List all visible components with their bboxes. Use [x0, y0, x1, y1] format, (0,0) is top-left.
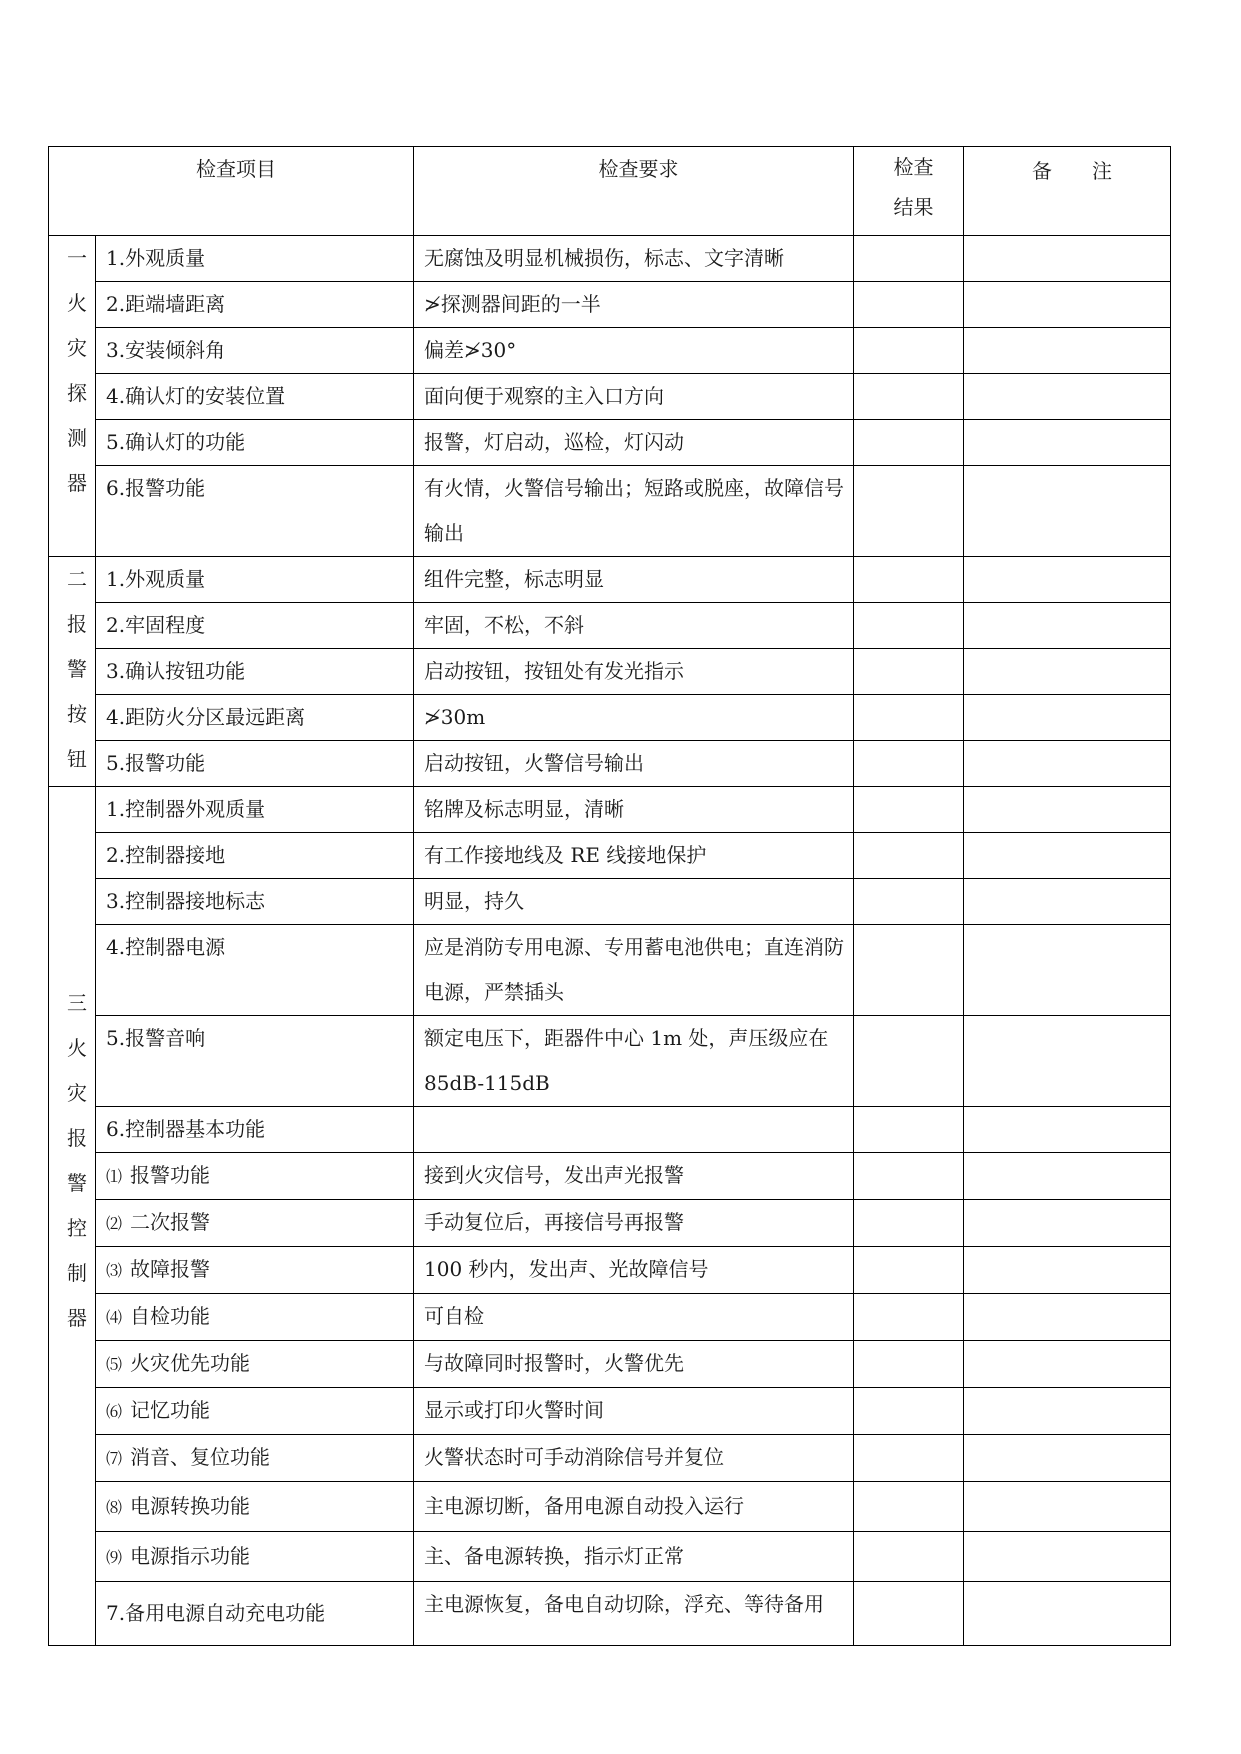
category-detector	[49, 236, 96, 557]
item-cell	[96, 1532, 414, 1582]
item-cell: 5.报警功能	[96, 741, 414, 787]
item-cell: 1.外观质量	[96, 236, 414, 282]
table-row	[49, 1482, 1171, 1532]
requirement-cell: 牢固，不松，不斜	[414, 603, 854, 649]
table-row	[49, 374, 1171, 420]
remark-cell	[964, 1582, 1171, 1646]
item-cell: 2.距端墙距离	[96, 282, 414, 328]
item-cell: 1.控制器外观质量	[96, 787, 414, 833]
item-label: 故障报警	[130, 1257, 211, 1281]
table-row	[49, 1153, 1171, 1200]
requirement-cell: 面向便于观察的主入口方向	[414, 374, 854, 420]
header-item: 检查项目	[49, 147, 414, 236]
requirement-cell: ≯30m	[414, 695, 854, 741]
requirement-cell	[414, 1107, 854, 1153]
category-char: 器	[67, 471, 87, 495]
item-cell: 6.控制器基本功能	[96, 1107, 414, 1153]
item-cell	[96, 1247, 414, 1294]
item-cell	[96, 1200, 414, 1247]
remark-cell	[964, 374, 1171, 420]
category-char: 火	[67, 291, 87, 315]
item-cell	[96, 1435, 414, 1482]
result-cell	[854, 1532, 964, 1582]
requirement-cell: 接到火灾信号，发出声光报警	[414, 1153, 854, 1200]
remark-cell	[964, 1341, 1171, 1388]
category-char: 火	[67, 1036, 87, 1060]
category-char: 灾	[67, 336, 87, 360]
item-cell: 6.报警功能	[96, 466, 414, 557]
item-number: ⑹	[106, 1402, 123, 1421]
remark-cell	[964, 603, 1171, 649]
category-char: 器	[67, 1306, 87, 1330]
requirement-cell: 有火情，火警信号输出；短路或脱座，故障信号输出	[414, 466, 854, 557]
remark-cell	[964, 1107, 1171, 1153]
requirement-cell: 组件完整，标志明显	[414, 557, 854, 603]
result-cell	[854, 282, 964, 328]
remark-cell	[964, 649, 1171, 695]
requirement-cell: 主电源切断，备用电源自动投入运行	[414, 1482, 854, 1532]
remark-cell	[964, 1388, 1171, 1435]
item-cell: 2.控制器接地	[96, 833, 414, 879]
table-row	[49, 1341, 1171, 1388]
requirement-cell: 额定电压下，距器件中心 1m 处，声压级应在 85dB-115dB	[414, 1016, 854, 1107]
item-cell: 7.备用电源自动充电功能	[96, 1582, 414, 1646]
category-char: 按	[67, 702, 87, 726]
remark-cell	[964, 1153, 1171, 1200]
remark-cell	[964, 1294, 1171, 1341]
category-char: 灾	[67, 1081, 87, 1105]
table-row	[49, 557, 1171, 603]
header-remark: 备 注	[964, 147, 1171, 236]
result-cell	[854, 649, 964, 695]
result-cell	[854, 557, 964, 603]
remark-cell	[964, 282, 1171, 328]
item-label: 报警功能	[130, 1163, 211, 1187]
table-row	[49, 420, 1171, 466]
result-cell	[854, 328, 964, 374]
result-cell	[854, 1294, 964, 1341]
item-cell: 3.控制器接地标志	[96, 879, 414, 925]
requirement-cell: 偏差≯30°	[414, 328, 854, 374]
result-cell	[854, 695, 964, 741]
table-row	[49, 1435, 1171, 1482]
result-cell	[854, 420, 964, 466]
result-cell	[854, 236, 964, 282]
remark-cell	[964, 695, 1171, 741]
table-row	[49, 282, 1171, 328]
item-label: 二次报警	[130, 1210, 211, 1234]
item-number: ⑷	[106, 1308, 123, 1327]
remark-cell	[964, 879, 1171, 925]
category-alarm-button	[49, 557, 96, 787]
category-char: 报	[67, 612, 87, 636]
requirement-cell: 报警，灯启动，巡检，灯闪动	[414, 420, 854, 466]
item-cell: 4.距防火分区最远距离	[96, 695, 414, 741]
result-cell	[854, 1200, 964, 1247]
item-label: 消音、复位功能	[130, 1445, 271, 1469]
item-cell: 4.控制器电源	[96, 925, 414, 1016]
item-label: 电源转换功能	[130, 1493, 251, 1518]
category-spacer	[59, 1341, 95, 1451]
category-char: 报	[67, 1126, 87, 1150]
item-label: 记忆功能	[130, 1398, 211, 1422]
table-row	[49, 603, 1171, 649]
requirement-cell: 启动按钮，火警信号输出	[414, 741, 854, 787]
item-cell: 5.确认灯的功能	[96, 420, 414, 466]
item-cell: 3.安装倾斜角	[96, 328, 414, 374]
category-char: 三	[67, 991, 87, 1015]
item-number: ⑵	[106, 1214, 123, 1233]
result-cell	[854, 925, 964, 1016]
requirement-cell: 主、备电源转换，指示灯正常	[414, 1532, 854, 1582]
item-cell: 4.确认灯的安装位置	[96, 374, 414, 420]
remark-cell	[964, 466, 1171, 557]
remark-cell	[964, 1200, 1171, 1247]
category-char: 探	[67, 381, 87, 405]
table-row	[49, 879, 1171, 925]
remark-cell	[964, 925, 1171, 1016]
table-row	[49, 1532, 1171, 1582]
requirement-cell: 手动复位后，再接信号再报警	[414, 1200, 854, 1247]
result-cell	[854, 1016, 964, 1107]
item-number: ⑺	[106, 1449, 123, 1468]
remark-cell	[964, 833, 1171, 879]
requirement-cell: 显示或打印火警时间	[414, 1388, 854, 1435]
remark-cell	[964, 787, 1171, 833]
item-cell	[96, 1388, 414, 1435]
requirement-cell: 明显，持久	[414, 879, 854, 925]
category-controller	[49, 787, 96, 1646]
requirement-cell: 火警状态时可手动消除信号并复位	[414, 1435, 854, 1482]
item-cell	[96, 1482, 414, 1532]
item-label: 火灾优先功能	[130, 1351, 251, 1375]
result-cell	[854, 1582, 964, 1646]
remark-cell	[964, 1247, 1171, 1294]
requirement-cell: 应是消防专用电源、专用蓄电池供电；直连消防电源，严禁插头	[414, 925, 854, 1016]
category-char: 警	[67, 657, 87, 681]
category-char: 二	[67, 567, 87, 591]
result-cell	[854, 1482, 964, 1532]
remark-cell	[964, 1482, 1171, 1532]
table-row	[49, 1247, 1171, 1294]
result-cell	[854, 1388, 964, 1435]
category-char: 控	[67, 1216, 87, 1240]
header-result-line1: 检查	[893, 155, 934, 179]
item-label: 自检功能	[130, 1304, 211, 1328]
result-cell	[854, 1341, 964, 1388]
table-row	[49, 1582, 1171, 1646]
result-cell	[854, 603, 964, 649]
category-char: 测	[67, 426, 87, 450]
item-number: ⑼	[106, 1547, 123, 1567]
inspection-table	[48, 146, 1171, 1646]
remark-cell	[964, 328, 1171, 374]
item-number: ⑸	[106, 1355, 123, 1374]
table-row	[49, 236, 1171, 282]
result-cell	[854, 833, 964, 879]
item-number: ⑶	[106, 1261, 123, 1280]
result-cell	[854, 1153, 964, 1200]
requirement-cell: ≯探测器间距的一半	[414, 282, 854, 328]
table-row	[49, 787, 1171, 833]
table-row	[49, 466, 1171, 557]
category-char: 一	[67, 246, 87, 270]
item-cell	[96, 1294, 414, 1341]
table-row	[49, 925, 1171, 1016]
requirement-cell: 铭牌及标志明显，清晰	[414, 787, 854, 833]
requirement-cell: 启动按钮，按钮处有发光指示	[414, 649, 854, 695]
table-row	[49, 1200, 1171, 1247]
table-row	[49, 1388, 1171, 1435]
result-cell	[854, 1435, 964, 1482]
item-cell: 5.报警音响	[96, 1016, 414, 1107]
result-cell	[854, 374, 964, 420]
item-cell: 1.外观质量	[96, 557, 414, 603]
item-number: ⑴	[106, 1167, 123, 1186]
category-char: 制	[67, 1261, 87, 1285]
result-cell	[854, 1107, 964, 1153]
header-requirement: 检查要求	[414, 147, 854, 236]
requirement-cell: 可自检	[414, 1294, 854, 1341]
table-row	[49, 833, 1171, 879]
category-char: 警	[67, 1171, 87, 1195]
item-label: 电源指示功能	[130, 1543, 251, 1568]
requirement-cell: 与故障同时报警时，火警优先	[414, 1341, 854, 1388]
item-cell	[96, 1341, 414, 1388]
result-cell	[854, 741, 964, 787]
header-row	[49, 147, 1171, 236]
table-row	[49, 1016, 1171, 1107]
item-cell	[96, 1153, 414, 1200]
remark-cell	[964, 420, 1171, 466]
result-cell	[854, 1247, 964, 1294]
header-result	[854, 147, 964, 236]
remark-cell	[964, 1435, 1171, 1482]
remark-cell	[964, 557, 1171, 603]
result-cell	[854, 787, 964, 833]
result-cell	[854, 466, 964, 557]
table-row	[49, 1107, 1171, 1153]
requirement-cell: 无腐蚀及明显机械损伤，标志、文字清晰	[414, 236, 854, 282]
table-row	[49, 1294, 1171, 1341]
requirement-cell: 有工作接地线及 RE 线接地保护	[414, 833, 854, 879]
table-row	[49, 741, 1171, 787]
requirement-cell: 主电源恢复，备电自动切除，浮充、等待备用	[414, 1582, 854, 1646]
category-char: 钮	[67, 747, 87, 771]
remark-cell	[964, 741, 1171, 787]
header-result-line2: 结果	[893, 195, 934, 219]
table-row	[49, 328, 1171, 374]
remark-cell	[964, 1532, 1171, 1582]
item-cell: 2.牢固程度	[96, 603, 414, 649]
table-row	[49, 695, 1171, 741]
remark-cell	[964, 236, 1171, 282]
item-cell: 3.确认按钮功能	[96, 649, 414, 695]
remark-cell	[964, 1016, 1171, 1107]
table-row	[49, 649, 1171, 695]
result-cell	[854, 879, 964, 925]
requirement-cell: 100 秒内，发出声、光故障信号	[414, 1247, 854, 1294]
item-number: ⑻	[106, 1497, 123, 1517]
